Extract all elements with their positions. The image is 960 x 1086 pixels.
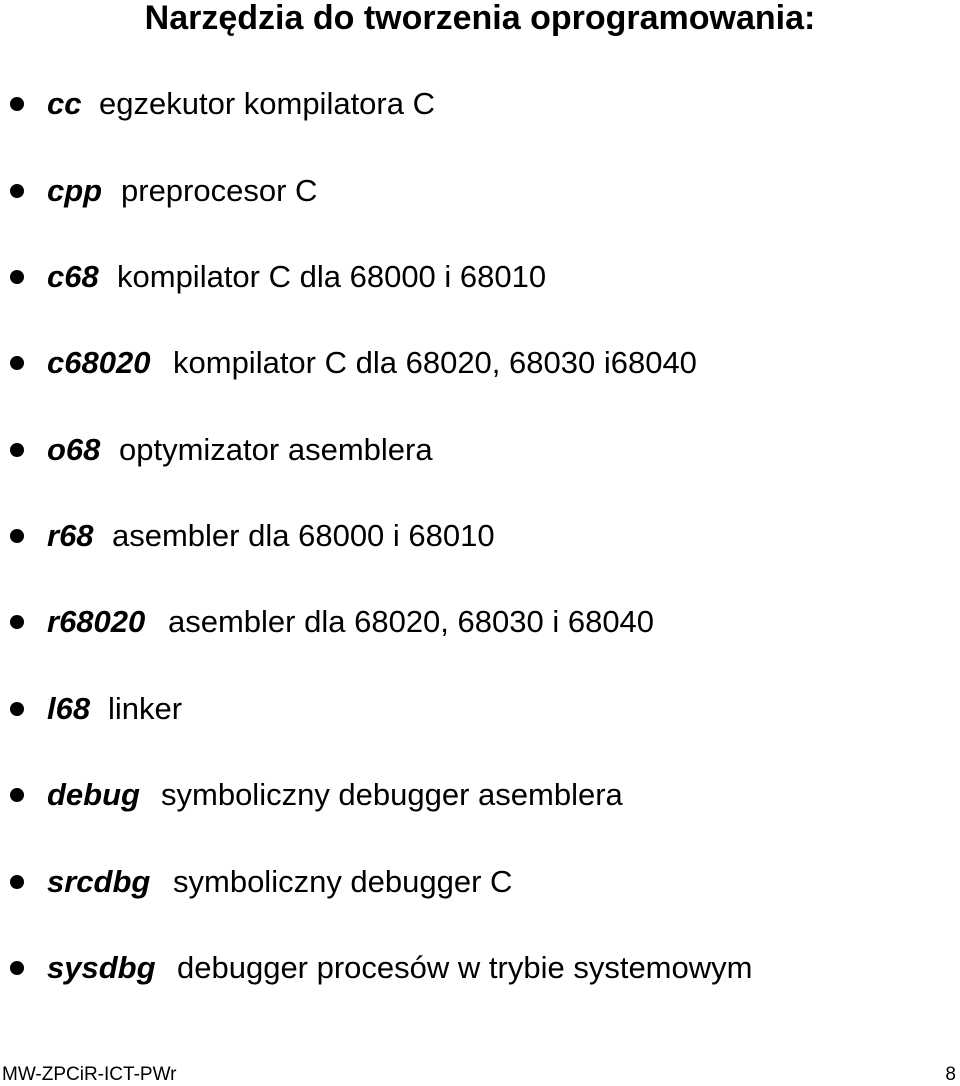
bullet-icon <box>10 788 24 802</box>
command-description: optymizator asemblera <box>119 432 433 467</box>
command-description: preprocesor C <box>121 173 318 208</box>
list-item <box>0 343 697 383</box>
command-description: symboliczny debugger asemblera <box>161 777 623 812</box>
command-name: r68020 <box>47 604 146 639</box>
bullet-icon <box>10 875 24 889</box>
command-name: o68 <box>47 432 101 467</box>
command-name: sysdbg <box>47 950 156 985</box>
list-item <box>0 775 623 815</box>
command-name: cc <box>47 86 82 121</box>
command-description: debugger procesów w trybie systemowym <box>177 950 753 985</box>
bullet-icon <box>10 443 24 457</box>
page-number: 8 <box>945 1064 956 1085</box>
bullet-icon <box>10 615 24 629</box>
list-item <box>0 257 546 297</box>
list-item <box>0 948 752 988</box>
bullet-icon <box>10 270 24 284</box>
bullet-icon <box>10 356 24 370</box>
bullet-icon <box>10 961 24 975</box>
command-description: kompilator C dla 68020, 68030 i68040 <box>173 345 697 380</box>
command-name: debug <box>47 777 140 812</box>
command-name: r68 <box>47 518 94 553</box>
list-item <box>0 430 433 470</box>
command-description: symboliczny debugger C <box>173 864 513 899</box>
bullet-icon <box>10 702 24 716</box>
bullet-icon <box>10 184 24 198</box>
page-title: Narzędzia do tworzenia oprogramowania: <box>144 0 816 37</box>
command-description: asembler dla 68000 i 68010 <box>112 518 495 553</box>
command-name: srcdbg <box>47 864 151 899</box>
list-item <box>0 84 435 124</box>
command-name: c68020 <box>47 345 151 380</box>
command-name: c68 <box>47 259 99 294</box>
list-item <box>0 171 317 211</box>
list-item <box>0 862 512 902</box>
bullet-icon <box>10 97 24 111</box>
command-name: l68 <box>47 691 91 726</box>
command-description: asembler dla 68020, 68030 i 68040 <box>168 604 655 639</box>
list-item <box>0 689 182 729</box>
command-name: cpp <box>47 173 103 208</box>
command-description: kompilator C dla 68000 i 68010 <box>117 259 547 294</box>
footer-label: MW-ZPCiR-ICT-PWr <box>2 1064 177 1085</box>
command-description: egzekutor kompilatora C <box>99 86 435 121</box>
list-item <box>0 516 495 556</box>
bullet-icon <box>10 529 24 543</box>
list-item <box>0 602 654 642</box>
command-description: linker <box>108 691 183 726</box>
